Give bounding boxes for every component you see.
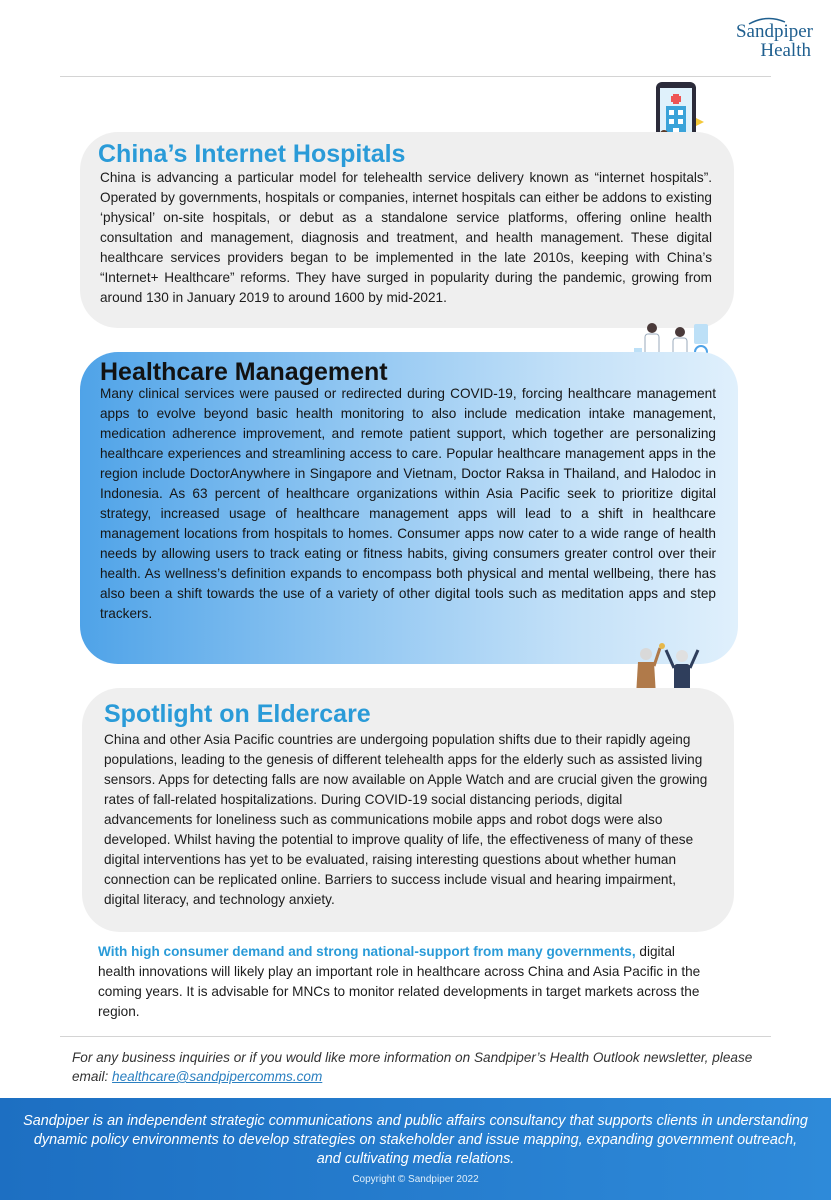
footer-emph-1: stakeholder and issue mapping	[379, 1132, 579, 1148]
swoosh-icon	[747, 16, 787, 26]
eldercare-title: Spotlight on Eldercare	[104, 700, 371, 728]
footer-p3: , and	[316, 1132, 798, 1167]
inquiry-lead: For any business inquiries or if you would like more information on Sandpiper’s Health Outlook newsletter, please email:	[72, 1050, 753, 1084]
footer-emph-2: expanding government outreach	[586, 1132, 794, 1148]
sandpiper-health-logo	[736, 22, 813, 60]
closing-rest: digital health innovations will likely play an important role in healthcare across China and Asia Pacific in the coming years. It is advisable for MNCs to monitor related developments in target markets across the region.	[98, 944, 701, 1019]
inquiry-text	[72, 1048, 771, 1086]
internet-hospitals-body: China is advancing a particular model for telehealth service delivery known as “internet hospitals”. Operated by governments, hospitals or companies, internet hospitals can either be addons to existing ‘physical’ on-site hospitals, or debut as a standalone service platforms, offering online health consultation and management, diagnosis and treatment, and health management. These digital healthcare services providers began to be implemented in the late 2010s, keeping with China’s “Internet+ Healthcare” reforms. They have surged in popularity during the pandemic, growing from around 130 in January 2019 to around 1600 by mid-2021.	[100, 170, 712, 305]
footer-banner	[0, 1098, 831, 1200]
bottom-divider	[60, 1036, 771, 1037]
top-divider	[60, 76, 771, 77]
internet-hospitals-title: China’s Internet Hospitals	[98, 140, 406, 168]
email-link[interactable]: healthcare@sandpipercomms.com	[112, 1069, 323, 1084]
closing-highlight: With high consumer demand and strong national-support from many governments,	[98, 944, 636, 959]
copyright: Copyright © Sandpiper 2022	[352, 1174, 479, 1185]
closing-paragraph	[98, 942, 713, 1022]
footer-p4: .	[510, 1151, 515, 1167]
footer-emph-3: cultivating media relations	[344, 1151, 511, 1167]
healthcare-management-card	[80, 352, 738, 664]
logo-line-2: Health	[760, 40, 811, 61]
logo-line-1: Sandpiper	[735, 21, 813, 42]
healthcare-management-body: Many clinical services were paused or redirected during COVID-19, forcing healthcare management apps to evolve beyond basic health monitoring to also include medication intake management, medication adherence improvement, and remote patient support, which together are personalizing healthcare experiences and streamlining access to care. Popular healthcare management apps in the region include DoctorAnywhere in Singapore and Vietnam, Doctor Raksa in Thailand, and Halodoc in Indonesia. As 63 percent of healthcare organizations within Asia Pacific seek to prioritize digital strategy, increased usage of healthcare management apps will lead to a shift in healthcare management locations from hospitals to homes. Consumer apps now cater to a wide range of health needs by allowing users to track eating or fitness habits, giving consumers greater control over their health. As wellness’s definition expands to encompass both physical and mental wellbeing, there has also been a shift towards the use of a variety of other digital tools such as meditation apps and step trackers.	[100, 386, 716, 621]
healthcare-management-title: Healthcare Management	[100, 358, 388, 386]
eldercare-card	[82, 688, 734, 932]
footer-description	[22, 1112, 809, 1169]
footer-p2: ,	[578, 1132, 587, 1148]
footer-p1: Sandpiper is an independent strategic communications and public affairs consultancy that supports clients in understanding dynamic policy environments to develop strategies on	[23, 1113, 808, 1148]
eldercare-body: China and other Asia Pacific countries are undergoing population shifts due to their rapidly ageing populations, leading to the genesis of different telehealth apps for the elderly such as assisted living sensors. Apps for detecting falls are now available on Apple Watch and are crucial given the growing rates of fall-related hospitalizations. During COVID-19 social distancing periods, digital advancements for loneliness such as communications mobile apps and robot dogs were also developed. Whilst having the potential to improve quality of life, the effectiveness of many of these digital interventions has yet to be evaluated, raising interesting questions about whether human connection can be replicated online. Barriers to success include visual and hearing impairment, digital literacy, and technology anxiety.	[104, 732, 708, 907]
internet-hospitals-card	[80, 132, 734, 328]
